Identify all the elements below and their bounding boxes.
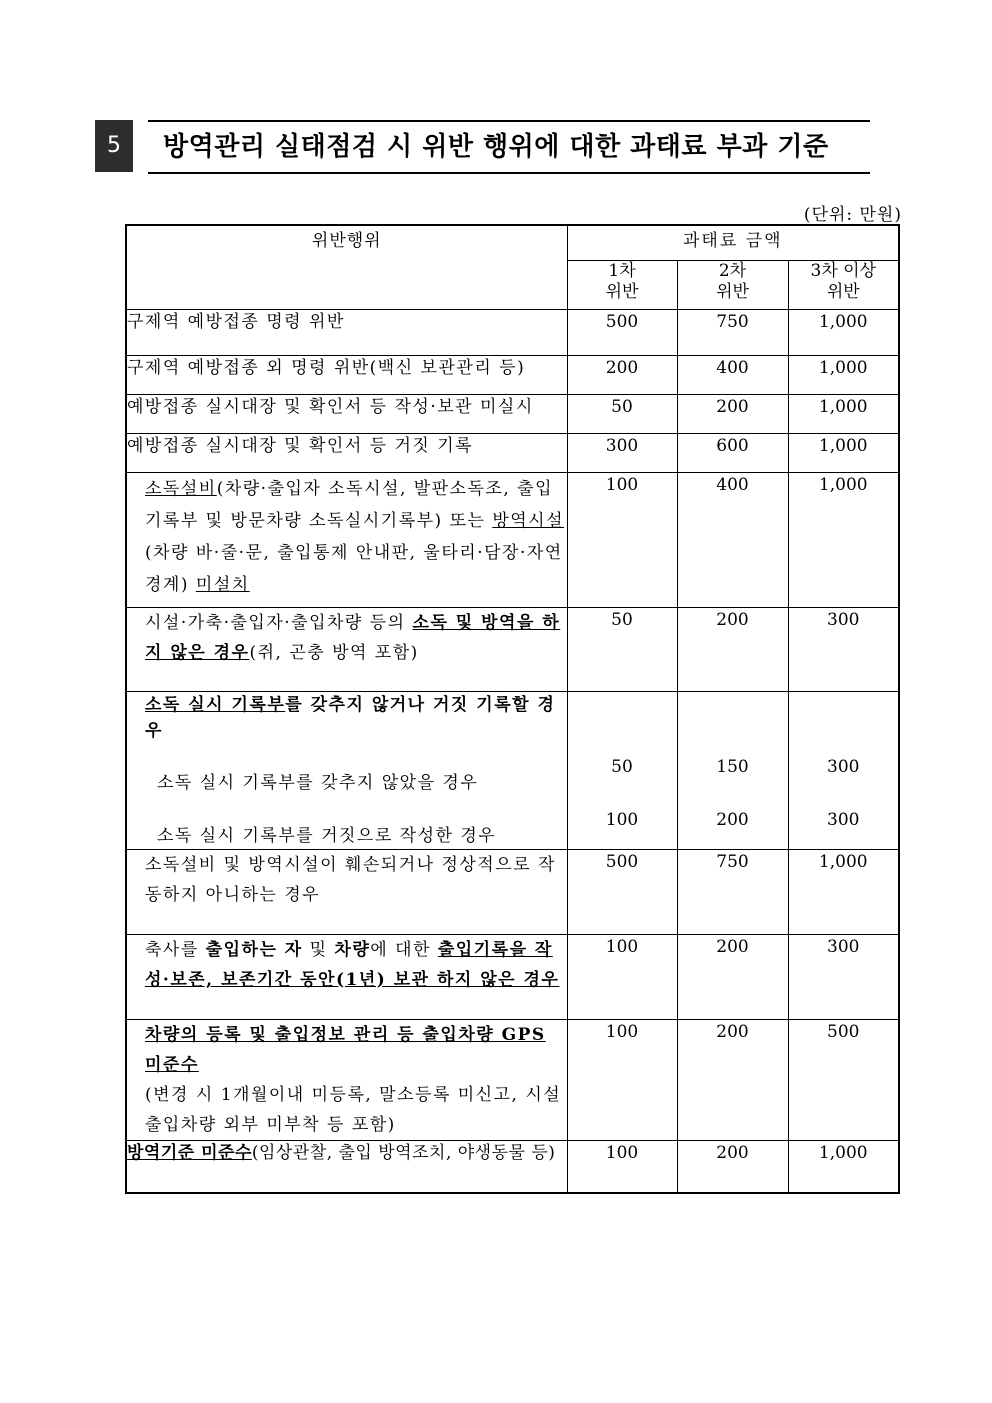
header-violation: 위반행위 bbox=[126, 225, 567, 310]
table-row bbox=[126, 935, 899, 1020]
fines-table bbox=[125, 224, 900, 1194]
fine-1st: 50 bbox=[567, 395, 677, 434]
violation-cell: 축사를 출입하는 자 및 차량에 대한 출입기록을 작성·보존, 보존기간 동안(1년) 보관 하지 않은 경우 bbox=[126, 935, 567, 1020]
header-second: 2차 위반 bbox=[677, 261, 788, 310]
fine-3rd: 1,000 bbox=[788, 473, 899, 608]
violation-cell: 구제역 예방접종 명령 위반 bbox=[126, 310, 567, 356]
violation-cell: 소독설비(차량·출입자 소독시설, 발판소독조, 출입기록부 및 방문차량 소독실시기록부) 또는 방역시설(차량 바·줄·문, 출입통제 안내판, 울타리·담장·자연경계) 미설치 bbox=[126, 473, 567, 608]
fine-3rd: 300 300 bbox=[788, 692, 899, 850]
sub-violation: 소독 실시 기록부를 거짓으로 작성한 경우 bbox=[157, 826, 497, 846]
fine-3rd: 1,000 bbox=[788, 310, 899, 356]
fine-2nd: 400 bbox=[677, 356, 788, 395]
fine-1st: 100 bbox=[567, 473, 677, 608]
fine-2nd: 750 bbox=[677, 850, 788, 935]
violation-cell: 구제역 예방접종 외 명령 위반(백신 보관관리 등) bbox=[126, 356, 567, 395]
fine-1st: 100 bbox=[567, 1020, 677, 1141]
fine-2nd: 200 bbox=[677, 935, 788, 1020]
violation-cell: 방역기준 미준수(임상관찰, 출입 방역조치, 야생동물 등) bbox=[126, 1141, 567, 1193]
fine-1st: 100 bbox=[567, 1141, 677, 1193]
fine-3rd: 1,000 bbox=[788, 356, 899, 395]
fine-1st: 300 bbox=[567, 434, 677, 473]
fine-1st: 200 bbox=[567, 356, 677, 395]
table-row bbox=[126, 608, 899, 692]
fine-2nd: 750 bbox=[677, 310, 788, 356]
header-first: 1차 위반 bbox=[567, 261, 677, 310]
fine-3rd: 300 bbox=[788, 608, 899, 692]
table-row bbox=[126, 434, 899, 473]
table-row bbox=[126, 850, 899, 935]
fine-1st: 50 100 bbox=[567, 692, 677, 850]
fine-1st: 500 bbox=[567, 850, 677, 935]
violation-cell: 예방접종 실시대장 및 확인서 등 작성·보관 미실시 bbox=[126, 395, 567, 434]
violation-cell: 차량의 등록 및 출입정보 관리 등 출입차량 GPS 미준수 (변경 시 1개월이내 미등록, 말소등록 미신고, 시설 출입차량 외부 미부착 등 포함) bbox=[126, 1020, 567, 1141]
fine-2nd: 200 bbox=[677, 1141, 788, 1193]
fine-1st: 500 bbox=[567, 310, 677, 356]
violation-cell: 시설·가축·출입자·출입차량 등의 소독 및 방역을 하지 않은 경우(쥐, 곤충 방역 포함) bbox=[126, 608, 567, 692]
fine-1st: 50 bbox=[567, 608, 677, 692]
sub-violation: 소독 실시 기록부를 갖추지 않았을 경우 bbox=[157, 773, 479, 793]
unit-note: (단위: 만원) bbox=[803, 205, 902, 225]
table-row bbox=[126, 395, 899, 434]
fine-2nd: 200 bbox=[677, 608, 788, 692]
table-row bbox=[126, 1020, 899, 1141]
table-row bbox=[126, 1141, 899, 1193]
fine-3rd: 1,000 bbox=[788, 395, 899, 434]
violation-cell: 소독설비 및 방역시설이 훼손되거나 정상적으로 작동하지 아니하는 경우 bbox=[126, 850, 567, 935]
fine-1st: 100 bbox=[567, 935, 677, 1020]
violation-cell: 예방접종 실시대장 및 확인서 등 거짓 기록 bbox=[126, 434, 567, 473]
section-heading bbox=[95, 120, 870, 172]
section-title-box bbox=[148, 120, 870, 174]
violation-cell: 소독 실시 기록부를 갖추지 않거나 거짓 기록할 경우 소독 실시 기록부를 갖추지 않았을 경우 소독 실시 기록부를 거짓으로 작성한 경우 bbox=[126, 692, 567, 850]
fine-3rd: 300 bbox=[788, 935, 899, 1020]
fine-3rd: 1,000 bbox=[788, 1141, 899, 1193]
fine-2nd: 600 bbox=[677, 434, 788, 473]
table-row bbox=[126, 692, 899, 850]
fine-3rd: 1,000 bbox=[788, 434, 899, 473]
section-number: 5 bbox=[95, 120, 133, 172]
table-row bbox=[126, 356, 899, 395]
table-row bbox=[126, 473, 899, 608]
header-amount: 과태료 금액 bbox=[567, 225, 899, 261]
fine-2nd: 150 200 bbox=[677, 692, 788, 850]
fine-2nd: 200 bbox=[677, 395, 788, 434]
table-row bbox=[126, 310, 899, 356]
fine-3rd: 1,000 bbox=[788, 850, 899, 935]
section-title: 방역관리 실태점검 시 위반 행위에 대한 과태료 부과 기준 bbox=[163, 132, 829, 162]
header-third: 3차 이상 위반 bbox=[788, 261, 899, 310]
fine-2nd: 200 bbox=[677, 1020, 788, 1141]
fine-2nd: 400 bbox=[677, 473, 788, 608]
fine-3rd: 500 bbox=[788, 1020, 899, 1141]
